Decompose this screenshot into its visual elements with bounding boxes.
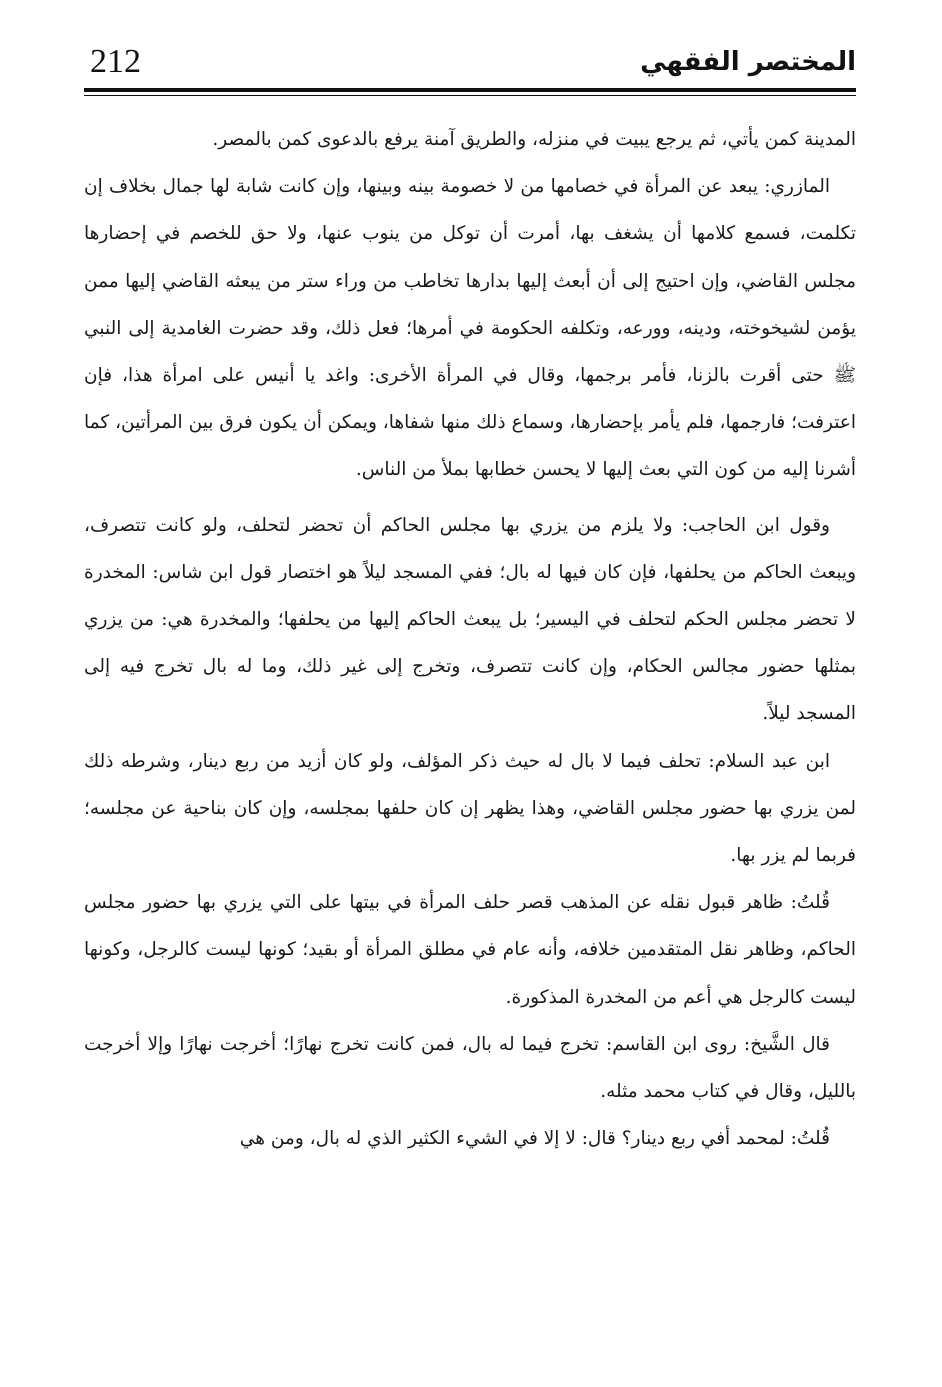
header-rule-thin [84, 95, 856, 96]
paragraph-qultu-2: قُلتُ: لمحمد أفي ربع دينار؟ قال: لا إلا في الشيء الكثير الذي له بال، ومن هي [239, 1128, 830, 1150]
paragraph-qultu-1: قُلتُ: ظاهر قبول نقله عن المذهب قصر حلف المرأة في بيتها على التي يزري بها حضور مجلس الحاكم، وظاهر نقل المتقدمين خلافه، وأنه عام في مطلق المرأة أو بقيد؛ كونها ليست كالرجل، وكونها ليست كالرجل هي أعم من المخدرة المذكورة. [84, 892, 856, 1008]
page-header [84, 40, 856, 92]
paragraph-ibn-abd-al-salam: ابن عبد السلام: تحلف فيما لا بال له حيث ذكر المؤلف، ولو كان أزيد من ربع دينار، وشرطه ذلك لمن يزري بها حضور مجلس القاضي، وهذا يظهر إن كان حلفها بمجلسه، وإن كان بناحية عن مجلسه؛ فربما لم يزر بها. [84, 750, 856, 867]
paragraph-continued: المدينة كمن يأتي، ثم يرجع يبيت في منزله، والطريق آمنة يرفع بالدعوى كمن بالمصر. [212, 129, 856, 150]
page-number: 212 [90, 43, 141, 80]
page-body [84, 116, 856, 1162]
running-title: المختصر الفقهي [640, 47, 856, 77]
paragraph-shaykh: قال الشَّيخ: روى ابن القاسم: تخرج فيما له بال، فمن كانت تخرج نهارًا؛ أخرجت نهارًا وإلا أخرجت بالليل، وقال في كتاب محمد مثله. [84, 1033, 856, 1103]
paragraph-mazari: المازري: يبعد عن المرأة في خصامها من لا خصومة بينه وبينها، وإن كانت شابة لها جمال بخلاف إن تكلمت، فسمع كلامها أن يشغف بها، أمرت أن توكل من ينوب عنها، ولا حق للخصم في إحضارها مجلس القاضي، وإن احتيج إلى أن أبعث إليها بدارها تخاطب من وراء ستر من يبعثه القاضي إليها ممن يؤمن لشيخوخته، ودينه، وورعه، وتكلفه الحكومة في أمرها؛ فعل ذلك، وقد حضرت الغامدية إلى النبي ﷺ حتى أقرت بالزنا، فأمر برجمها، وقال في المرأة الأخرى: واغد يا أنيس على امرأة هذا، فإن اعترفت؛ فارجمها، فلم يأمر بإحضارها، وسماع ذلك منها شفاها، ويمكن أن يكون فرق بين المرأتين، كما أشرنا إليه من كون التي بعث إليها لا يحسن خطابها بملأ من الناس. [84, 176, 856, 481]
paragraph-ibn-al-hajib: وقول ابن الحاجب: ولا يلزم من يزري بها مجلس الحاكم أن تحضر لتحلف، ولو كانت تتصرف، ويبعث الحاكم من يحلفها، فإن كان فيها له بال؛ ففي المسجد ليلاً هو اختصار قول ابن شاس: المخدرة لا تحضر مجلس الحكم لتحلف في اليسير؛ بل يبعث الحاكم إليها من يحلفها؛ والمخدرة هي: من يزري بمثلها حضور مجالس الحكام، وإن كانت تتصرف، وتخرج إلى غير ذلك، وما له بال تخرج فيه إلى المسجد ليلاً. [84, 514, 856, 725]
header-rule-thick [84, 88, 856, 92]
